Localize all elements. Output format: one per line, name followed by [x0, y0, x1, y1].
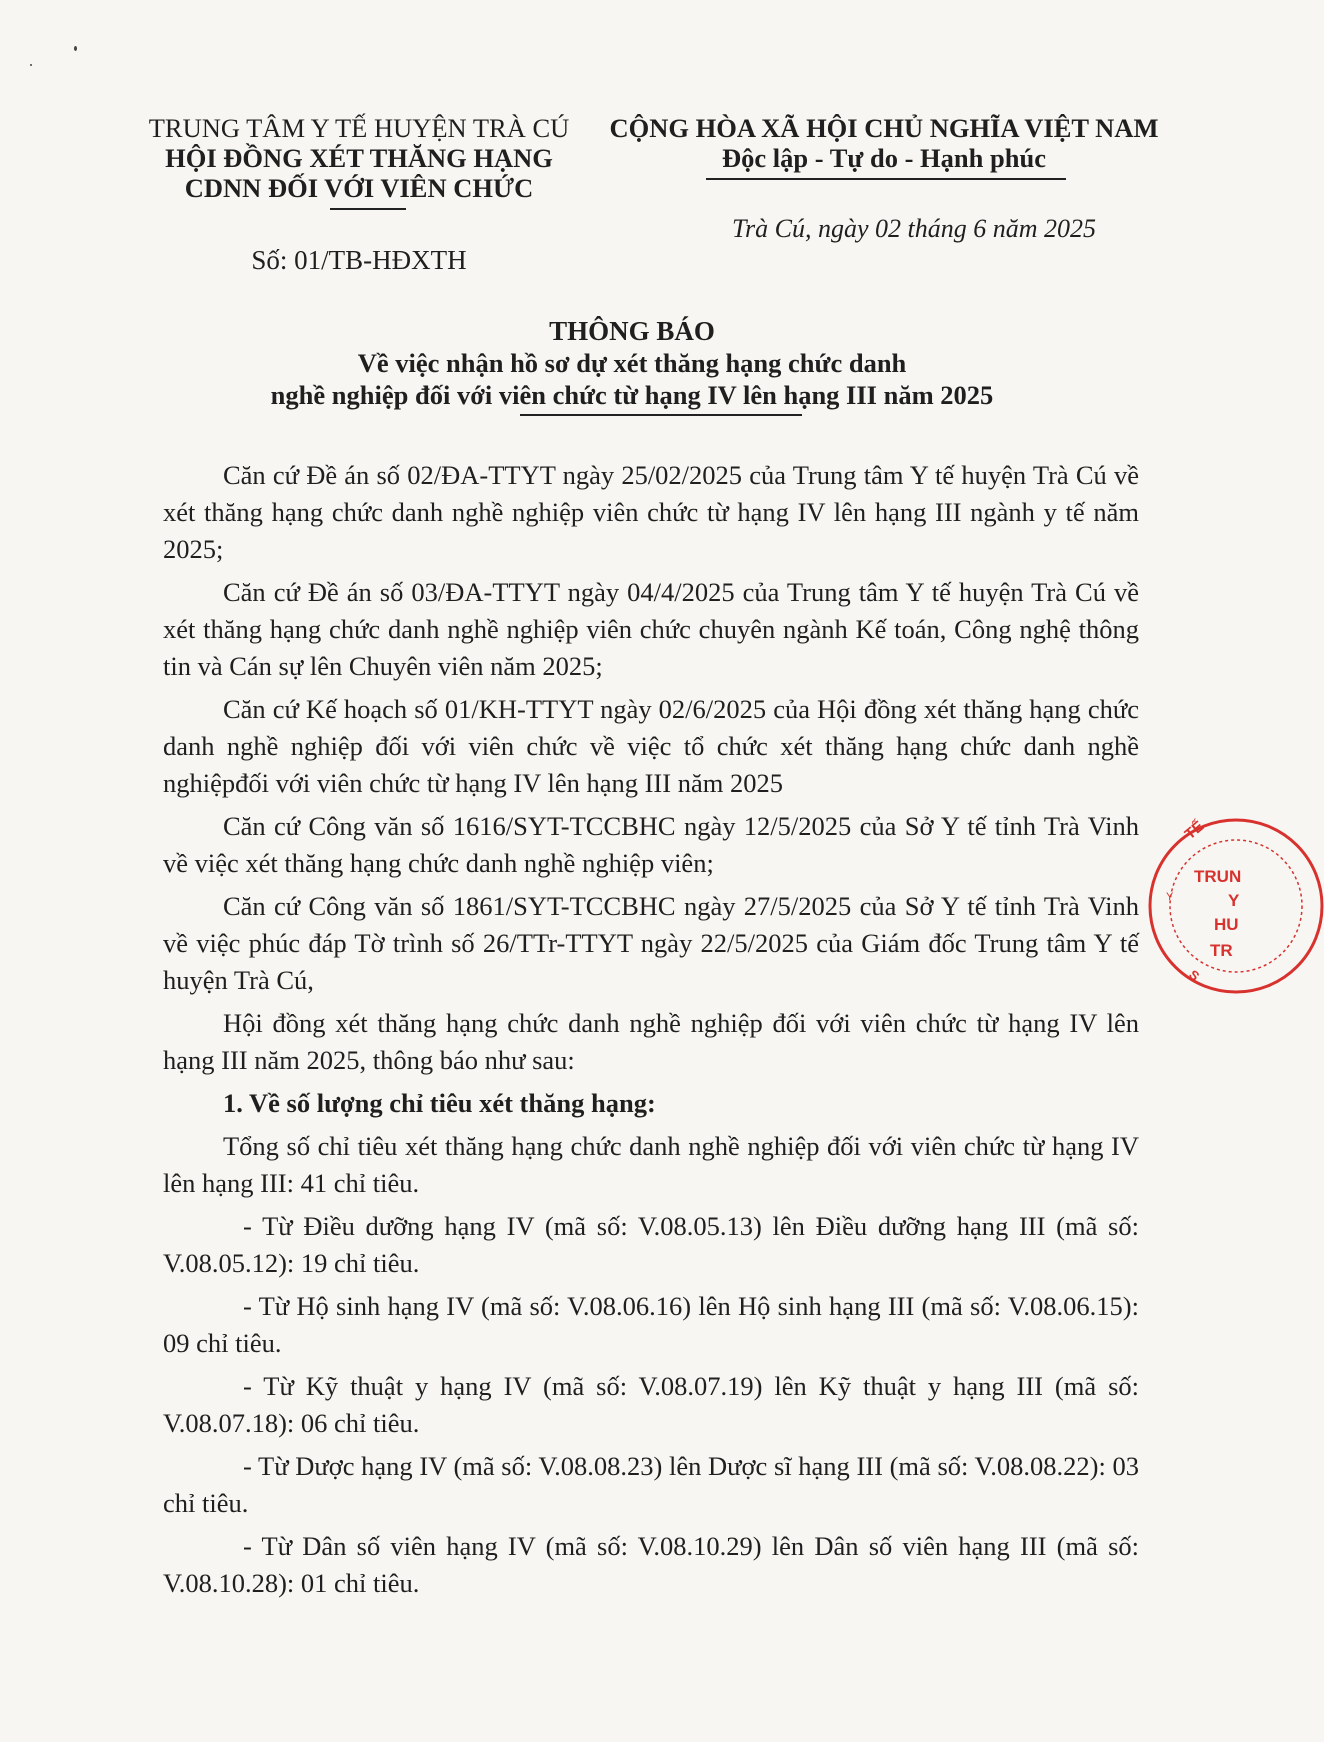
- seal-text-line4: TR: [1210, 941, 1233, 960]
- title-underline: [520, 414, 802, 416]
- motto-underline: [706, 178, 1066, 180]
- seal-text-line1: TRUN: [1194, 867, 1242, 886]
- legal-basis-paragraph: Căn cứ Kế hoạch số 01/KH-TTYT ngày 02/6/2025 của Hội đồng xét thăng hạng chức danh nghề nghiệp đối với viên chức về việc tổ chức xét thăng hạng chức danh nghề nghiệpđối với viên chức từ hạng IV lên hạng III năm 2025: [163, 694, 1139, 798]
- legal-basis-paragraph: Căn cứ Đề án số 02/ĐA-TTYT ngày 25/02/2025 của Trung tâm Y tế huyện Trà Cú về xét thăng hạng chức danh nghề nghiệp viên chức từ hạng IV lên hạng III ngành y tế năm 2025;: [163, 460, 1139, 564]
- seal-arc-bottom: S: [1186, 966, 1203, 984]
- document-title: THÔNG BÁO: [549, 316, 715, 346]
- quota-item: - Từ Dân số viên hạng IV (mã số: V.08.10.29) lên Dân số viên hạng III (mã số: V.08.10.28): 01 chỉ tiêu.: [163, 1531, 1139, 1598]
- document-subtitle-line1: Về việc nhận hồ sơ dự xét thăng hạng chức danh: [357, 348, 907, 378]
- national-motto: Độc lập - Tự do - Hạnh phúc: [722, 143, 1046, 173]
- issuer-council: HỘI ĐỒNG XÉT THĂNG HẠNG: [165, 143, 553, 173]
- seal-text-line2: Y: [1228, 891, 1240, 910]
- legal-basis-paragraph: Căn cứ Công văn số 1616/SYT-TCCBHC ngày 12/5/2025 của Sở Y tế tỉnh Trà Vinh về việc xét thăng hạng chức danh nghề nghiệp viên;: [163, 811, 1139, 878]
- scan-speck: [74, 46, 77, 51]
- national-motto-block: [596, 113, 1172, 173]
- issuer-council-scope: CDNN ĐỐI VỚI VIÊN CHỨC: [184, 173, 534, 203]
- quota-item: - Từ Dược hạng IV (mã số: V.08.08.23) lên Dược sĩ hạng III (mã số: V.08.08.22): 03 chỉ tiêu.: [163, 1451, 1139, 1518]
- issuer-organization: TRUNG TÂM Y TẾ HUYỆN TRÀ CÚ: [148, 113, 570, 143]
- legal-basis-paragraph: Căn cứ Đề án số 03/ĐA-TTYT ngày 04/4/2025 của Trung tâm Y tế huyện Trà Cú về xét thăng hạng chức danh nghề nghiệp viên chức chuyên ngành Kế toán, Công nghệ thông tin và Cán sự lên Chuyên viên năm 2025;: [163, 577, 1139, 681]
- quota-item: - Từ Kỹ thuật y hạng IV (mã số: V.08.07.19) lên Kỹ thuật y hạng III (mã số: V.08.07.18): 06 chỉ tiêu.: [163, 1371, 1139, 1438]
- official-seal-stamp: [1148, 818, 1324, 994]
- issuer-block: [128, 113, 590, 203]
- announcement-intro: Hội đồng xét thăng hạng chức danh nghề nghiệp đối với viên chức từ hạng IV lên hạng III năm 2025, thông báo như sau:: [163, 1008, 1139, 1075]
- quota-item: - Từ Điều dưỡng hạng IV (mã số: V.08.05.13) lên Điều dưỡng hạng III (mã số: V.08.05.12): 19 chỉ tiêu.: [163, 1211, 1139, 1278]
- seal-text-line3: HU: [1214, 915, 1239, 934]
- quota-item: - Từ Hộ sinh hạng IV (mã số: V.08.06.16) lên Hộ sinh hạng III (mã số: V.08.06.15): 09 chỉ tiêu.: [163, 1291, 1139, 1358]
- country-name: CỘNG HÒA XÃ HỘI CHỦ NGHĨA VIỆT NAM: [609, 113, 1159, 143]
- document-subtitle-line2: nghề nghiệp đối với viên chức từ hạng IV lên hạng III năm 2025: [270, 380, 994, 410]
- document-body: [163, 457, 1139, 1608]
- document-title-block: [128, 315, 1136, 411]
- scan-speck: [30, 64, 32, 66]
- legal-basis-paragraph: Căn cứ Công văn số 1861/SYT-TCCBHC ngày 27/5/2025 của Sở Y tế tỉnh Trà Vinh về việc phúc đáp Tờ trình số 26/TTr-TTYT ngày 22/5/2025 của Giám đốc Trung tâm Y tế huyện Trà Cú,: [163, 891, 1139, 995]
- document-date: Trà Cú, ngày 02 tháng 6 năm 2025: [731, 214, 1096, 243]
- section-heading: 1. Về số lượng chỉ tiêu xét thăng hạng:: [223, 1088, 656, 1118]
- document-number: Số: 01/TB-HĐXTH: [251, 245, 467, 275]
- seal-arc-top: TẾ: [1181, 817, 1208, 844]
- section-intro: Tổng số chỉ tiêu xét thăng hạng chức danh nghề nghiệp đối với viên chức từ hạng IV lên hạng III: 41 chỉ tiêu.: [163, 1131, 1139, 1198]
- seal-arc-left: Y: [1166, 891, 1174, 903]
- issuer-underline: [330, 208, 406, 210]
